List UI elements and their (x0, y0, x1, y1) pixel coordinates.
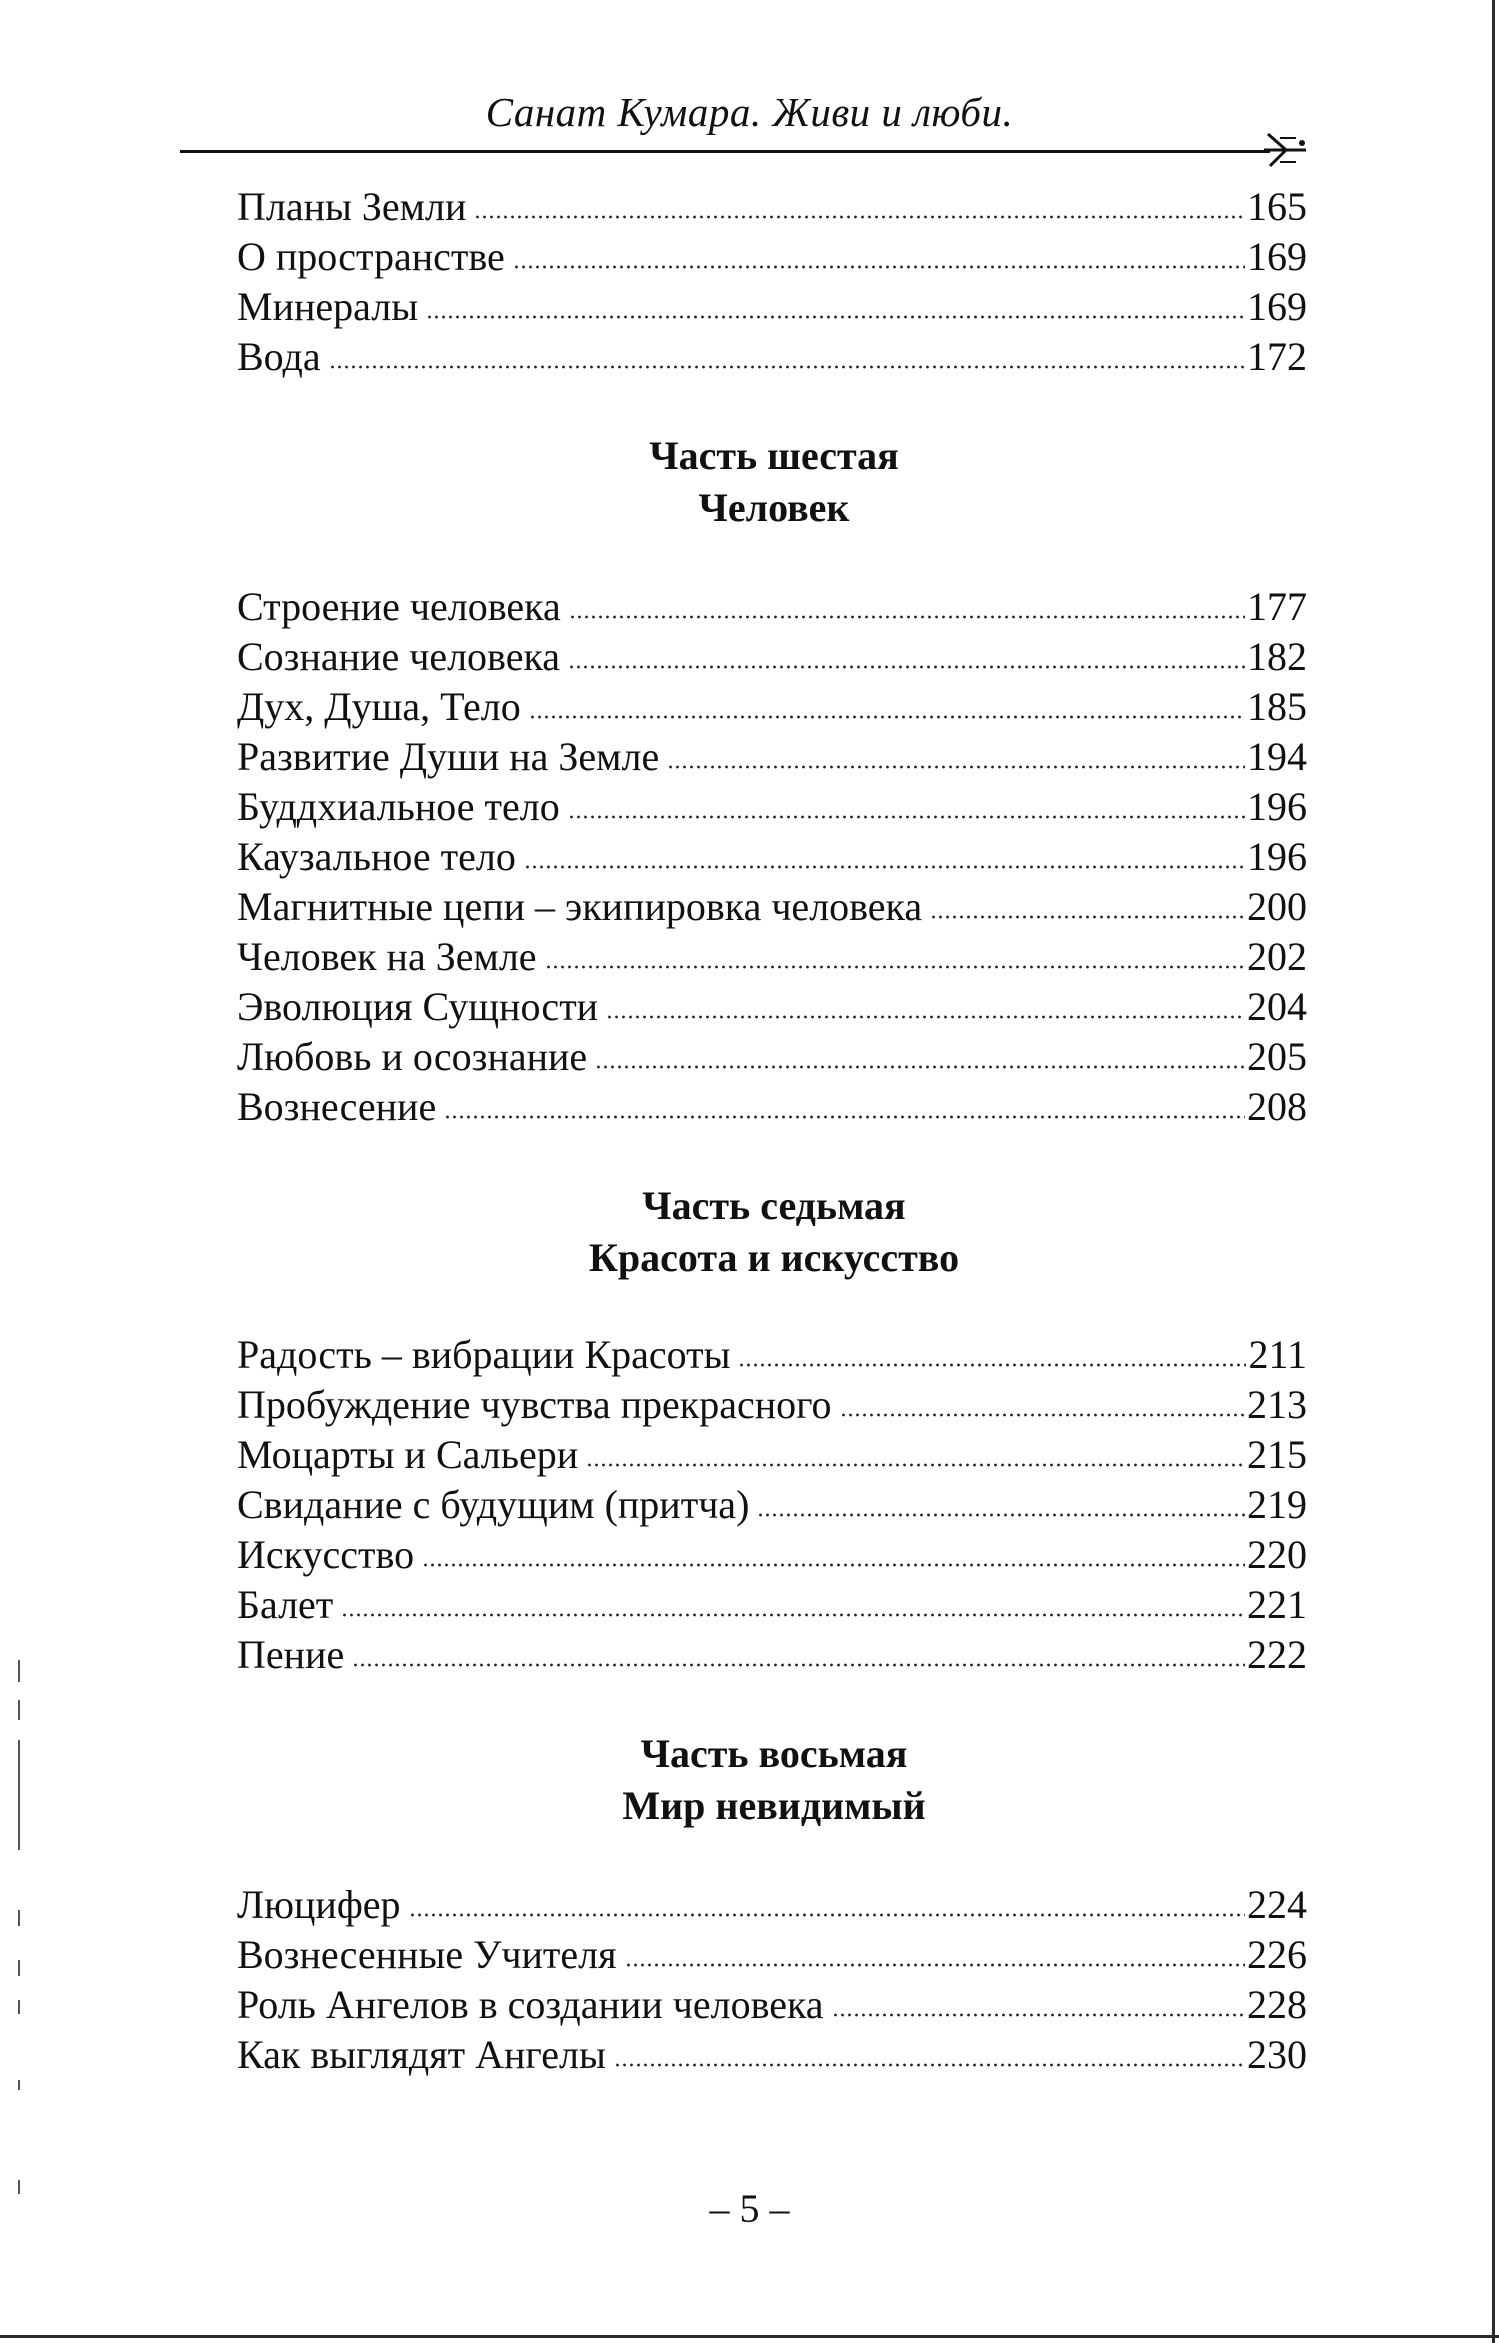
toc-entry-title: Вознесенные Учителя (237, 1932, 617, 1977)
part-8-heading (0, 1728, 1499, 1832)
toc-entry-title: Планы Земли (237, 184, 467, 229)
toc-entry-page: 185 (1247, 684, 1307, 729)
dot-leader (757, 1513, 1245, 1517)
toc-entry (237, 932, 1307, 982)
toc-entry-title: Роль Ангелов в создании человека (237, 1982, 824, 2027)
toc-entry (237, 1580, 1307, 1630)
toc-entry-page: 230 (1247, 2032, 1307, 2077)
dot-leader (569, 615, 1245, 619)
toc-entry (237, 1880, 1307, 1930)
toc-block-1 (237, 182, 1307, 382)
part-6-label: Часть шестая (649, 433, 899, 478)
toc-entry-title: Магнитные цепи – экипировка человека (237, 884, 923, 929)
dot-leader (840, 1413, 1245, 1417)
toc-entry-title: Вознесение (237, 1084, 437, 1129)
toc-entry-title: Искусство (237, 1532, 415, 1577)
toc-entry (237, 1082, 1307, 1132)
toc-entry (237, 682, 1307, 732)
toc-entry (237, 2030, 1307, 2080)
part-6-title: Человек (698, 485, 850, 530)
part-6-heading (0, 430, 1499, 534)
dot-leader (738, 1363, 1246, 1367)
toc-entry-page: 182 (1247, 634, 1307, 679)
toc-entry (237, 732, 1307, 782)
running-title: Санат Кумара. Живи и люби. (485, 89, 1014, 135)
toc-entry-page: 220 (1247, 1532, 1307, 1577)
toc-entry-title: Балет (237, 1582, 334, 1627)
toc-entry-title: Пение (237, 1632, 345, 1677)
toc-entry (237, 1630, 1307, 1680)
toc-entry-page: 202 (1247, 934, 1307, 979)
part-7-heading (0, 1180, 1499, 1284)
toc-entry-title: Буддхиальное тело (237, 784, 560, 829)
toc-entry-page: 222 (1247, 1632, 1307, 1677)
toc-entry (237, 982, 1307, 1032)
toc-entry-title: Минералы (237, 284, 419, 329)
dot-leader (409, 1913, 1246, 1917)
toc-entry-title: Каузальное тело (237, 834, 516, 879)
dot-leader (329, 365, 1245, 369)
dot-leader (595, 1065, 1245, 1069)
toc-entry-page: 165 (1247, 184, 1307, 229)
toc-entry (237, 232, 1307, 282)
dot-leader (930, 915, 1245, 919)
toc-entry-title: Развитие Души на Земле (237, 734, 660, 779)
toc-entry-title: Человек на Земле (237, 934, 537, 979)
toc-entry-page: 196 (1247, 784, 1307, 829)
toc-entry-page: 208 (1247, 1084, 1307, 1129)
dot-leader (545, 965, 1245, 969)
toc-entry (237, 332, 1307, 382)
toc-entry-title: Эволюция Сущности (237, 984, 599, 1029)
toc-entry (237, 1930, 1307, 1980)
toc-entry (237, 882, 1307, 932)
part-8-title: Мир невидимый (622, 1783, 926, 1828)
toc-entry (237, 1980, 1307, 2030)
toc-entry-page: 169 (1247, 234, 1307, 279)
toc-entry-title: Люцифер (237, 1882, 401, 1927)
toc-entry-page: 194 (1247, 734, 1307, 779)
dot-leader (568, 815, 1245, 819)
toc-entry-page: 200 (1247, 884, 1307, 929)
part-7-title: Красота и искусство (588, 1235, 960, 1280)
toc-entry-page: 226 (1247, 1932, 1307, 1977)
toc-entry (237, 1430, 1307, 1480)
toc-block-2 (237, 582, 1307, 1132)
toc-entry (237, 1480, 1307, 1530)
toc-entry-page: 172 (1247, 334, 1307, 379)
toc-entry-page: 221 (1247, 1582, 1307, 1627)
toc-entry-title: Дух, Душа, Тело (237, 684, 521, 729)
toc-entry (237, 1530, 1307, 1580)
toc-entry-page: 228 (1247, 1982, 1307, 2027)
header-rule (180, 150, 1270, 153)
toc-entry-page: 205 (1247, 1034, 1307, 1079)
dot-leader (422, 1563, 1245, 1567)
part-7-label: Часть седьмая (642, 1183, 906, 1228)
dot-leader (625, 1963, 1245, 1967)
dot-leader (524, 865, 1245, 869)
toc-entry-page: 204 (1247, 984, 1307, 1029)
page-edge-line (1492, 0, 1495, 2343)
toc-block-3 (237, 1330, 1307, 1680)
toc-entry-page: 177 (1247, 584, 1307, 629)
dot-leader (341, 1613, 1245, 1617)
dot-leader (568, 665, 1245, 669)
toc-entry-title: Моцарты и Сальери (237, 1432, 579, 1477)
toc-entry-page: 169 (1247, 284, 1307, 329)
dot-leader (474, 215, 1245, 219)
dot-leader (606, 1015, 1245, 1019)
toc-entry-title: Сознание человека (237, 634, 561, 679)
toc-entry-page: 224 (1247, 1882, 1307, 1927)
toc-entry (237, 282, 1307, 332)
toc-entry-page: 215 (1247, 1432, 1307, 1477)
dot-leader (614, 2063, 1245, 2067)
toc-entry-title: Любовь и осознание (237, 1034, 588, 1079)
toc-entry (237, 1380, 1307, 1430)
ornament-icon (1262, 128, 1312, 172)
toc-entry (237, 582, 1307, 632)
toc-entry-page: 213 (1247, 1382, 1307, 1427)
toc-entry (237, 1032, 1307, 1082)
dot-leader (832, 2013, 1245, 2017)
part-8-label: Часть восьмая (640, 1731, 908, 1776)
toc-entry-page: 196 (1247, 834, 1307, 879)
toc-entry-title: Радость – вибрации Красоты (237, 1332, 731, 1377)
dot-leader (667, 765, 1245, 769)
toc-entry-title: Пробуждение чувства прекрасного (237, 1382, 832, 1427)
page-number: – 5 – (709, 2186, 790, 2231)
dot-leader (352, 1663, 1245, 1667)
toc-entry-title: Строение человека (237, 584, 561, 629)
toc-entry (237, 832, 1307, 882)
dot-leader (513, 265, 1245, 269)
toc-entry (237, 782, 1307, 832)
toc-entry (237, 182, 1307, 232)
toc-entry-title: Свидание с будущим (притча) (237, 1482, 750, 1527)
toc-entry (237, 632, 1307, 682)
dot-leader (426, 315, 1245, 319)
page-bottom-edge (0, 2335, 1499, 2338)
dot-leader (586, 1463, 1245, 1467)
dot-leader (529, 715, 1245, 719)
toc-entry (237, 1330, 1307, 1380)
toc-block-4 (237, 1880, 1307, 2080)
toc-entry-page: 211 (1248, 1332, 1307, 1377)
toc-entry-title: Как выглядят Ангелы (237, 2032, 606, 2077)
toc-entry-title: О пространстве (237, 234, 505, 279)
dot-leader (444, 1115, 1245, 1119)
toc-entry-title: Вода (237, 334, 321, 379)
toc-entry-page: 219 (1247, 1482, 1307, 1527)
